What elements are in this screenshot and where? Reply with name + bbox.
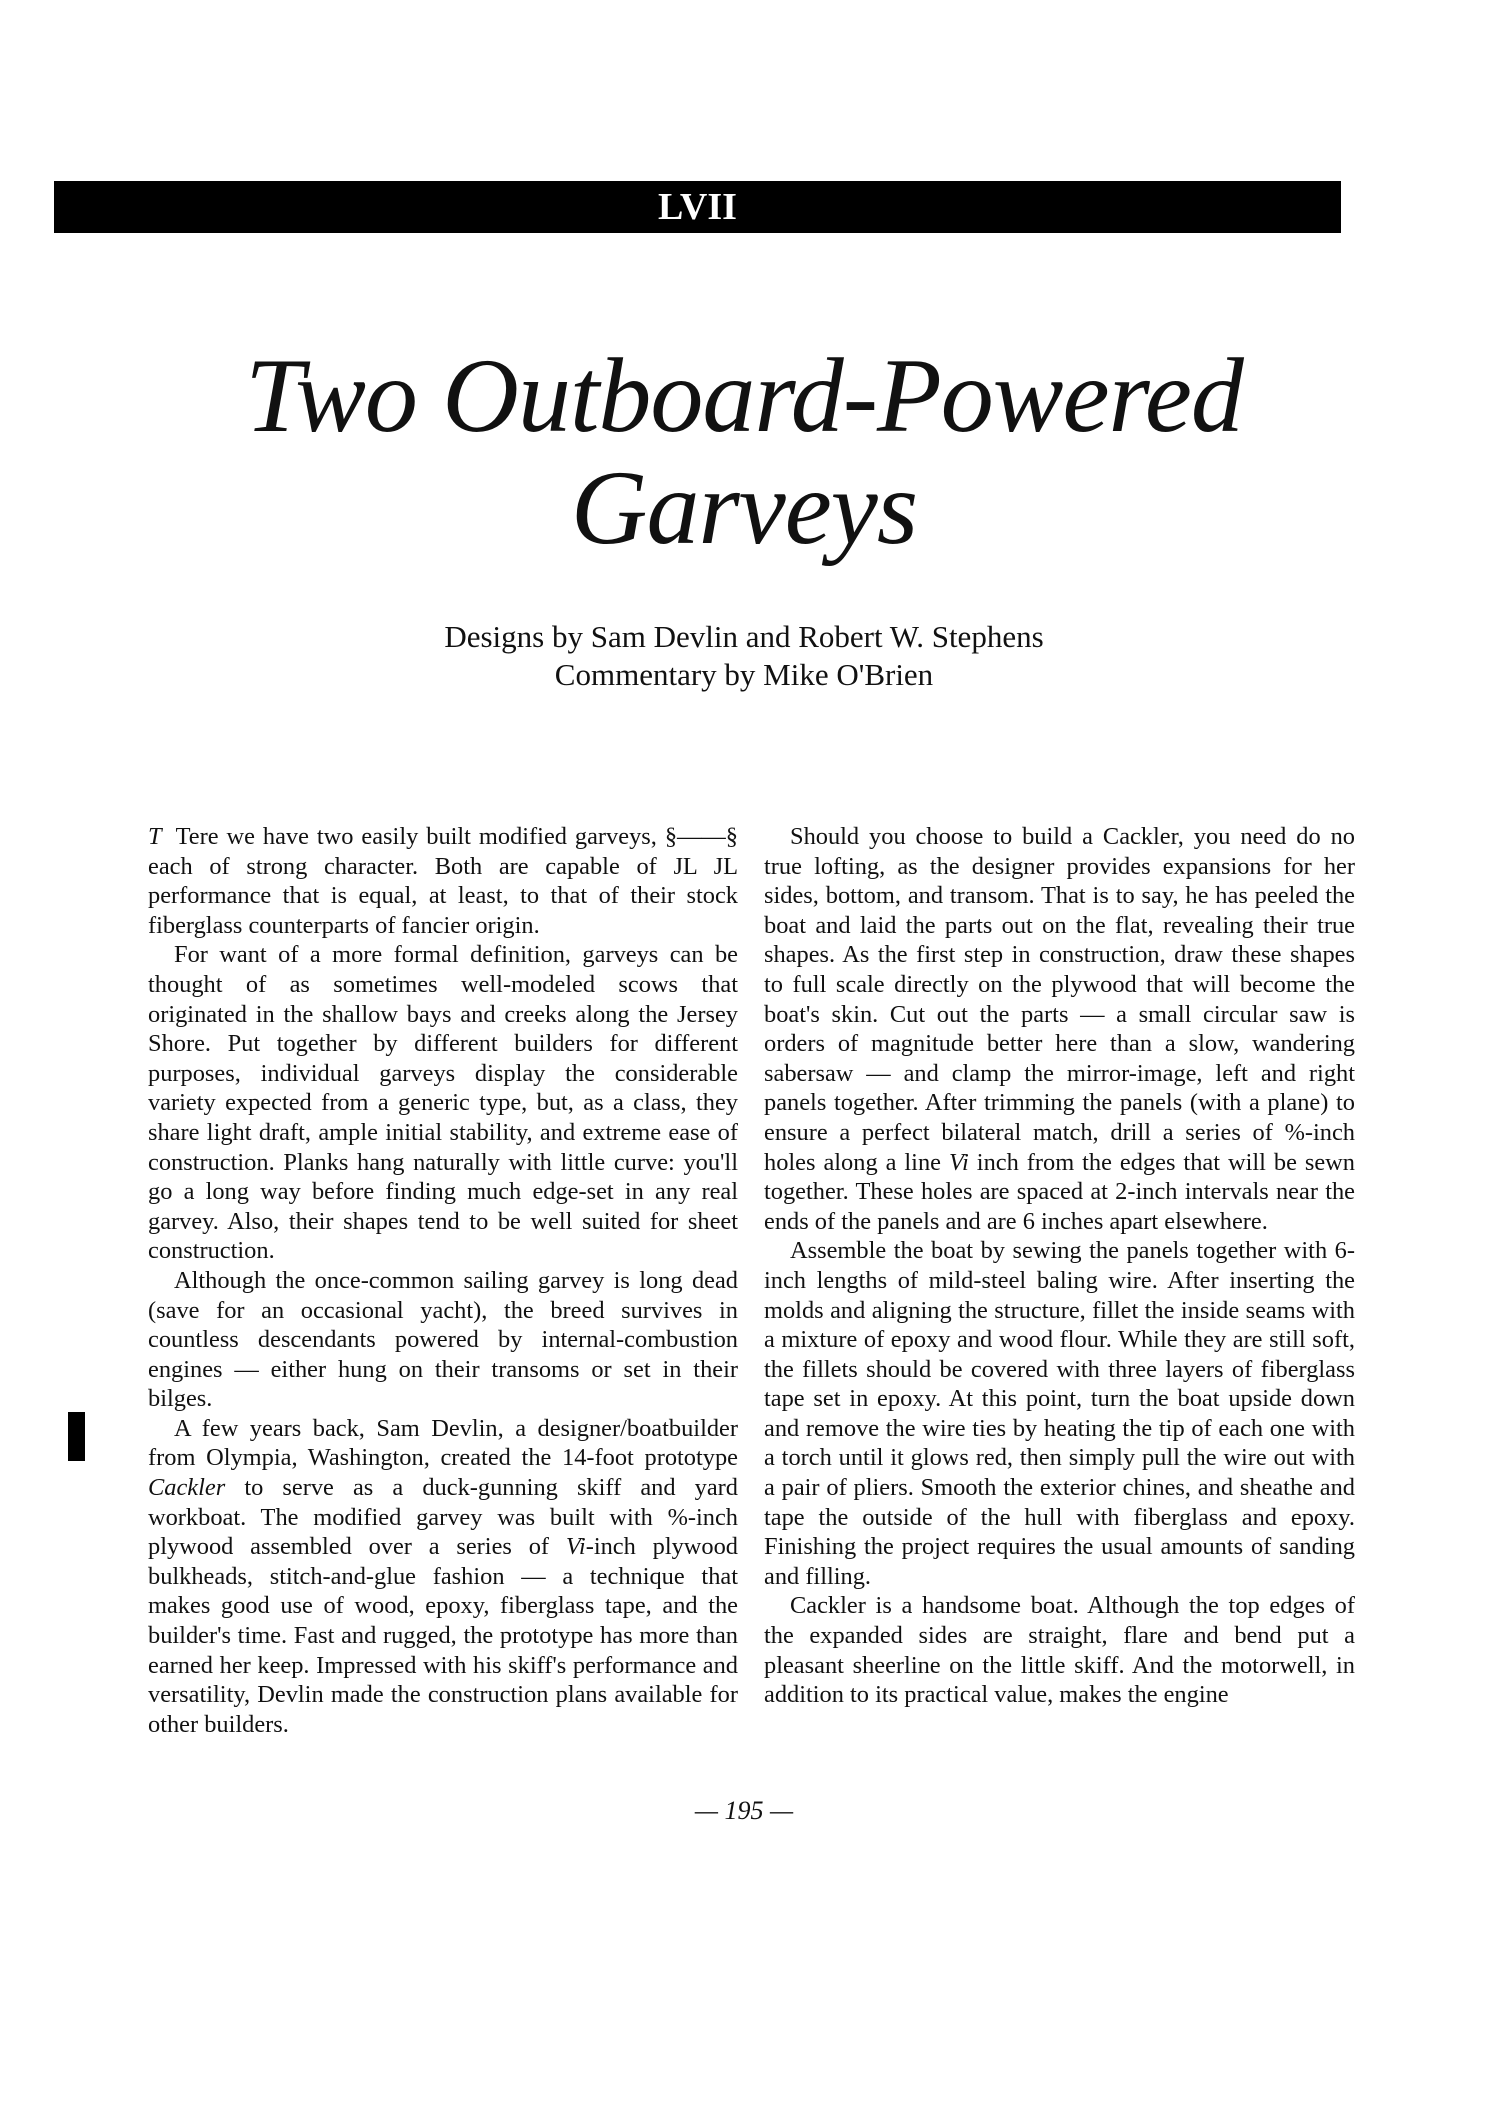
paragraph: A few years back, Sam Devlin, a designer/boatbuilder from Olympia, Washington, created the 14-foot prototype Cackler to serve as a duck-gunning skiff and yard workboat. The modified garvey was built with %-inch plywood assembled over a series of Vi-inch plywood bulkheads, stitch-and-glue fashion — a technique that makes good use of wood, epoxy, fiberglass tape, and the builder's time. Fast and rugged, the prototype has more than earned her keep. Impressed with his skiff's performance and versatility, Devlin made the construction plans available for other builders.: [148, 1414, 738, 1738]
paragraph: Although the once-common sailing garvey is long dead (save for an occasional yacht), the breed survives in countless descendants powered by internal-combustion engines — either hung on their transoms or set in their bilges.: [148, 1266, 738, 1413]
paragraph: Cackler is a handsome boat. Although the top edges of the expanded sides are straight, flare and bend put a pleasant sheerline on the little skiff. And the motorwell, in addition to its practical value, makes the engine: [764, 1592, 1355, 1709]
right-text-column: [764, 822, 1355, 1710]
chapter-number: LVII: [658, 186, 737, 228]
left-text-column: [148, 822, 738, 1739]
byline: [150, 618, 1338, 694]
paragraph: T Tere we have two easily built modified garveys, §——§ each of strong character. Both are capable of JL JL performance that is equal, at least, to that of their stock fiberglass counterparts of fancier origin.: [148, 823, 738, 939]
paragraph: Should you choose to build a Cackler, you need do no true lofting, as the designer provides expansions for her sides, bottom, and transom. That is to say, he has peeled the boat and laid the parts out on the flat, revealing their true shapes. As the first step in construction, draw these shapes to full scale directly on the plywood that will become the boat's skin. Cut out the parts — a small circular saw is orders of magnitude better here than a slow, wandering sabersaw — and clamp the mirror-image, left and right panels together. After trimming the panels (with a plane) to ensure a perfect bilateral match, drill a series of %-inch holes along a line Vi inch from the edges that will be sewn together. These holes are spaced at 2-inch intervals near the ends of the panels and are 6 inches apart elsewhere.: [764, 823, 1355, 1235]
article-title: [150, 337, 1338, 566]
designs-credit: Designs by Sam Devlin and Robert W. Stephens: [444, 619, 1044, 654]
title-line-1: Two Outboard-Powered: [245, 337, 1243, 454]
margin-marker: [68, 1412, 85, 1461]
commentary-credit: Commentary by Mike O'Brien: [554, 657, 934, 692]
paragraph: For want of a more formal definition, garveys can be thought of as sometimes well-modeled scows that originated in the shallow bays and creeks along the Jersey Shore. Put together by different builders for different purposes, individual garveys display the considerable variety expected from a generic type, but, as a class, they share light draft, ample initial stability, and extreme ease of construction. Planks hang naturally with little curve: you'll go a long way before finding much edge-set in any real garvey. Also, their shapes tend to be well suited for sheet construction.: [148, 941, 738, 1265]
drop-cap: T: [148, 823, 162, 850]
title-line-2: Garveys: [570, 449, 918, 566]
chapter-number-bar: [54, 181, 1341, 233]
boat-name: Cackler: [148, 1474, 226, 1502]
paragraph: Assemble the boat by sewing the panels together with 6-inch lengths of mild-steel baling wire. After inserting the molds and aligning the structure, fillet the inside seams with a mixture of epoxy and wood flour. While they are still soft, the fillets should be covered with three layers of fiberglass tape set in epoxy. At this point, turn the boat upside down and remove the wire ties by heating the tip of each one with a torch until it glows red, then simply pull the wire out with a pair of pliers. Smooth the exterior chines, and sheathe and tape the outside of the hull with fiberglass and epoxy. Finishing the project requires the usual amounts of sanding and filling.: [764, 1237, 1355, 1590]
page-number: — 195 —: [694, 1796, 794, 1825]
